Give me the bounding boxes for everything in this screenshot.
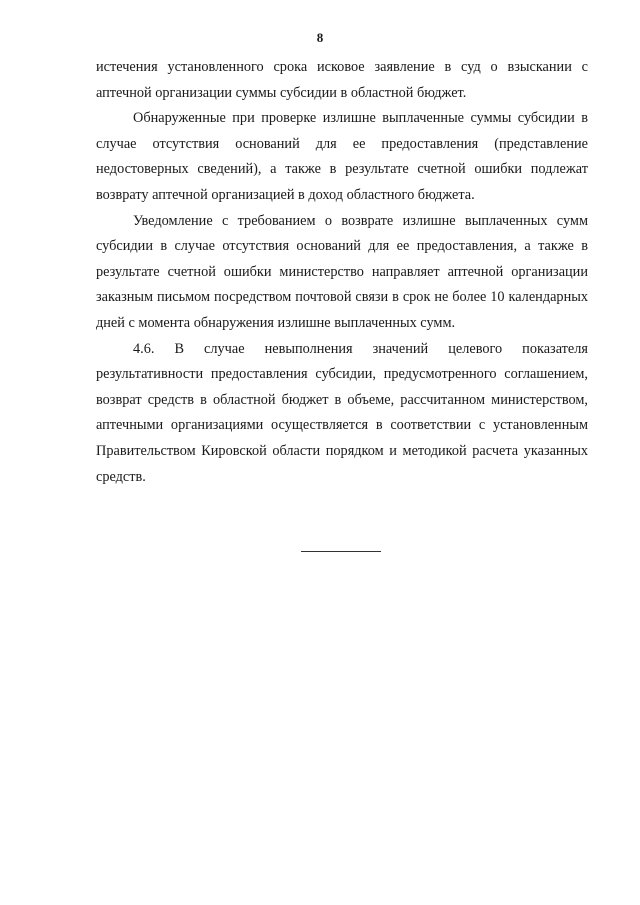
document-body <box>96 55 588 490</box>
paragraph-4: 4.6. В случае невыполнения значений целевого показателя результативности предоставления субсидии, предусмотренного соглашением, возврат средств в областной бюджет в объеме, рассчитанном министерством, аптечными организациями осуществляется в соответствии с установленным Правительством Кировской области порядком и методикой расчета указанных средств. <box>96 340 588 485</box>
page-number: 8 <box>316 30 324 45</box>
paragraph-1: истечения установленного срока исковое заявление в суд о взыскании с аптечной организации суммы субсидии в областной бюджет. <box>96 59 588 101</box>
paragraph-2: Обнаруженные при проверке излишне выплаченные суммы субсидии в случае отсутствия оснований для ее предоставления (представление недостоверных сведений), а также в результате счетной ошибки подлежат возврату аптечной организацией в доход областного бюджета. <box>96 110 588 203</box>
closing-divider <box>301 551 381 552</box>
paragraph-3: Уведомление с требованием о возврате излишне выплаченных сумм субсидии в случае отсутствия оснований для ее предоставления, а также в результате счетной ошибки министерство направляет аптечной организации заказным письмом посредством почтовой связи в срок не более 10 календарных дней с момента обнаружения излишне выплаченных сумм. <box>96 212 588 331</box>
